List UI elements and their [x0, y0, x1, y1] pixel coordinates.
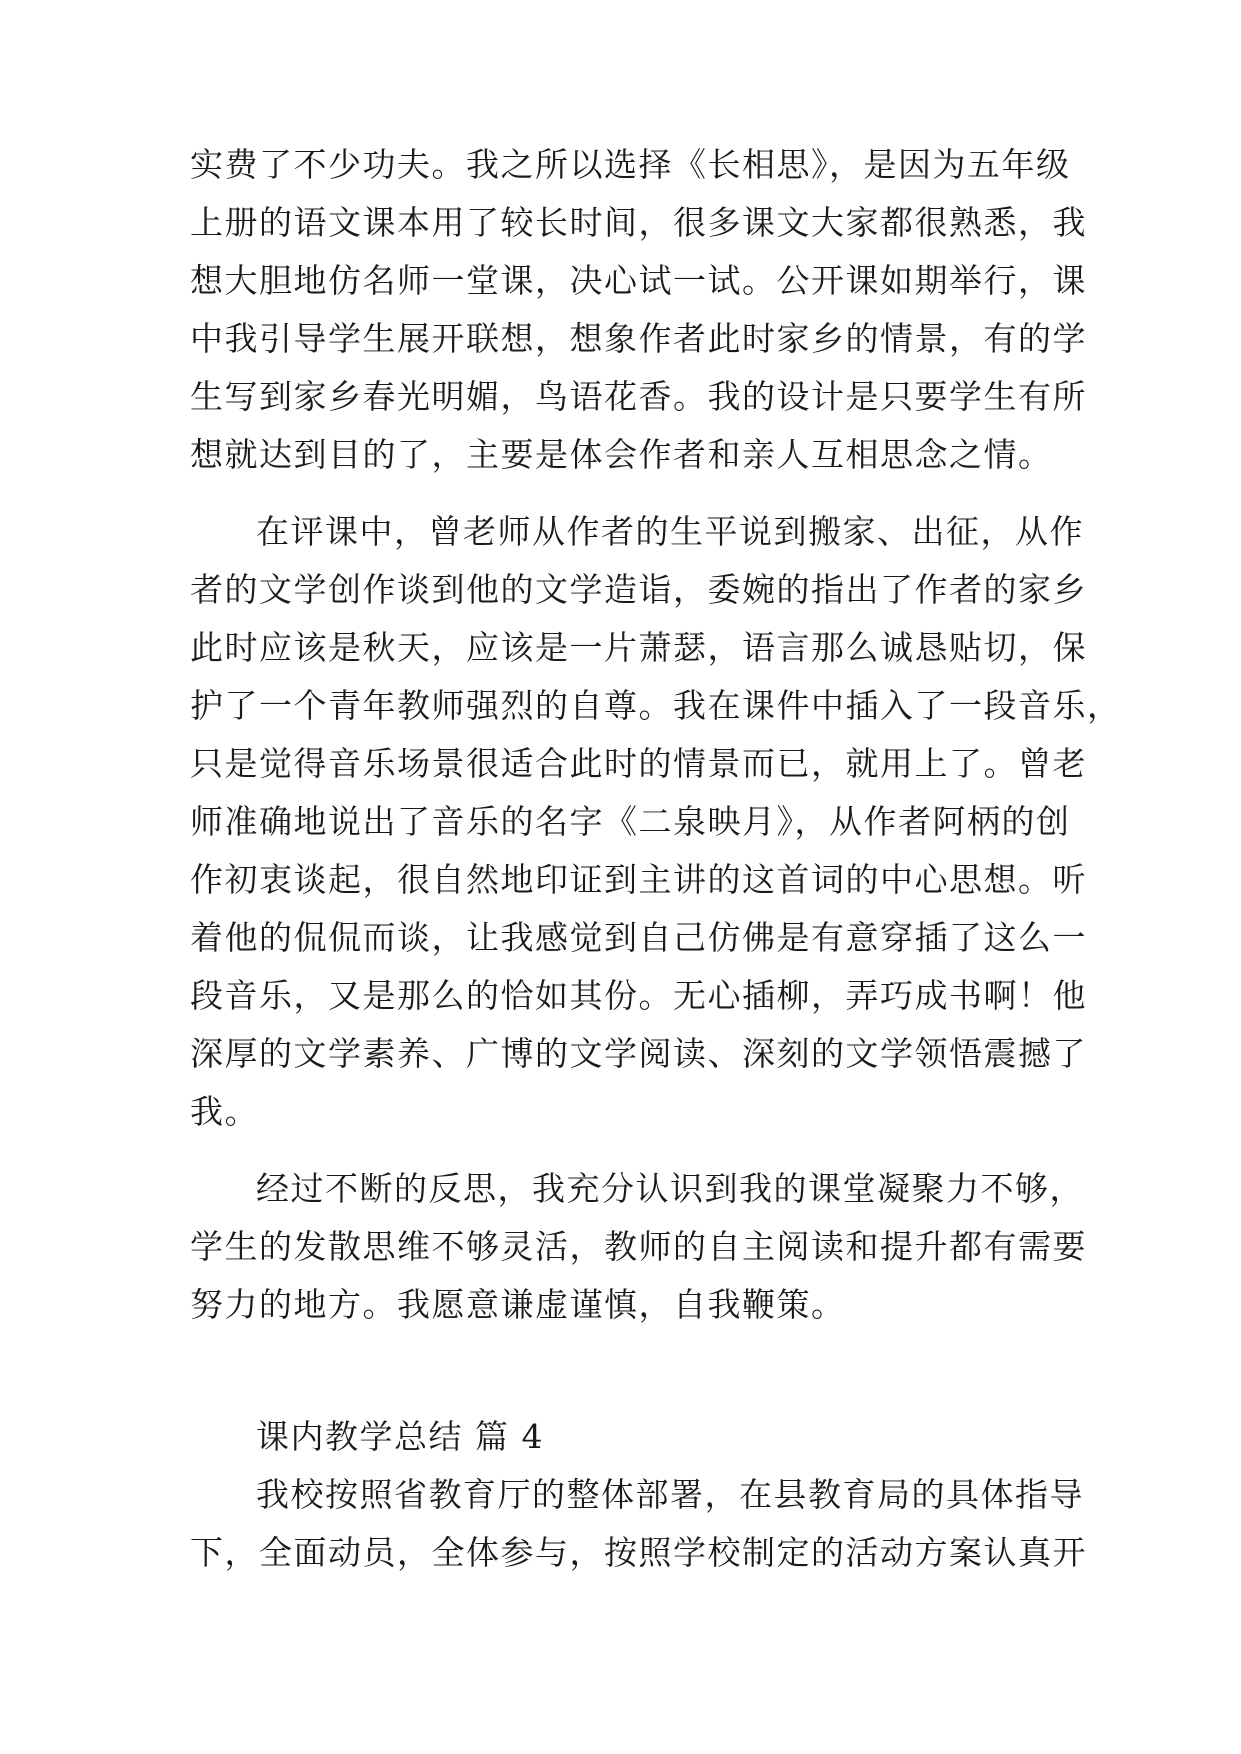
paragraph-2-line-3: 此时应该是秋天，应该是一片萧瑟，语言那么诚恳贴切，保	[190, 628, 1087, 667]
paragraph-1-line-3: 想大胆地仿名师一堂课，决心试一试。公开课如期举行，课	[190, 261, 1087, 300]
paragraph-2-line-9: 段音乐，又是那么的恰如其份。无心插柳，弄巧成书啊！他	[190, 976, 1087, 1015]
paragraph-3-line-3: 努力的地方。我愿意谦虚谨慎，自我鞭策。	[190, 1285, 846, 1324]
paragraph-1-line-6: 想就达到目的了，主要是体会作者和亲人互相思念之情。	[190, 435, 1053, 474]
paragraph-2-line-11: 我。	[190, 1092, 259, 1131]
paragraph-4-line-1: 我校按照省教育厅的整体部署，在县教育局的具体指导	[256, 1475, 1084, 1514]
paragraph-1-line-4: 中我引导学生展开联想，想象作者此时家乡的情景，有的学	[190, 319, 1087, 358]
paragraph-2-line-10: 深厚的文学素养、广博的文学阅读、深刻的文学领悟震撼了	[190, 1034, 1087, 1073]
paragraph-2-line-1: 在评课中，曾老师从作者的生平说到搬家、出征，从作	[256, 512, 1084, 551]
paragraph-3-line-2: 学生的发散思维不够灵活，教师的自主阅读和提升都有需要	[190, 1227, 1087, 1266]
paragraph-1-line-1: 实费了不少功夫。我之所以选择《长相思》，是因为五年级	[190, 145, 1071, 184]
paragraph-4-line-2: 下，全面动员，全体参与，按照学校制定的活动方案认真开	[190, 1533, 1087, 1572]
paragraph-2-line-4: 护了一个青年教师强烈的自尊。我在课件中插入了一段音乐，	[190, 686, 1122, 725]
paragraph-2-line-7: 作初衷谈起，很自然地印证到主讲的这首词的中心思想。听	[190, 860, 1087, 899]
paragraph-2-line-5: 只是觉得音乐场景很适合此时的情景而已，就用上了。曾老	[190, 744, 1087, 783]
paragraph-1-line-5: 生写到家乡春光明媚，鸟语花香。我的设计是只要学生有所	[190, 377, 1087, 416]
paragraph-1-line-2: 上册的语文课本用了较长时间，很多课文大家都很熟悉，我	[190, 203, 1087, 242]
paragraph-2-line-8: 着他的侃侃而谈，让我感觉到自己仿佛是有意穿插了这么一	[190, 918, 1087, 957]
paragraph-3-line-1: 经过不断的反思，我充分认识到我的课堂凝聚力不够，	[256, 1169, 1084, 1208]
paragraph-2-line-2: 者的文学创作谈到他的文学造诣，委婉的指出了作者的家乡	[190, 570, 1087, 609]
paragraph-2-line-6: 师准确地说出了音乐的名字《二泉映月》，从作者阿柄的创	[190, 802, 1071, 841]
section-heading: 课内教学总结 篇 4	[256, 1417, 544, 1456]
